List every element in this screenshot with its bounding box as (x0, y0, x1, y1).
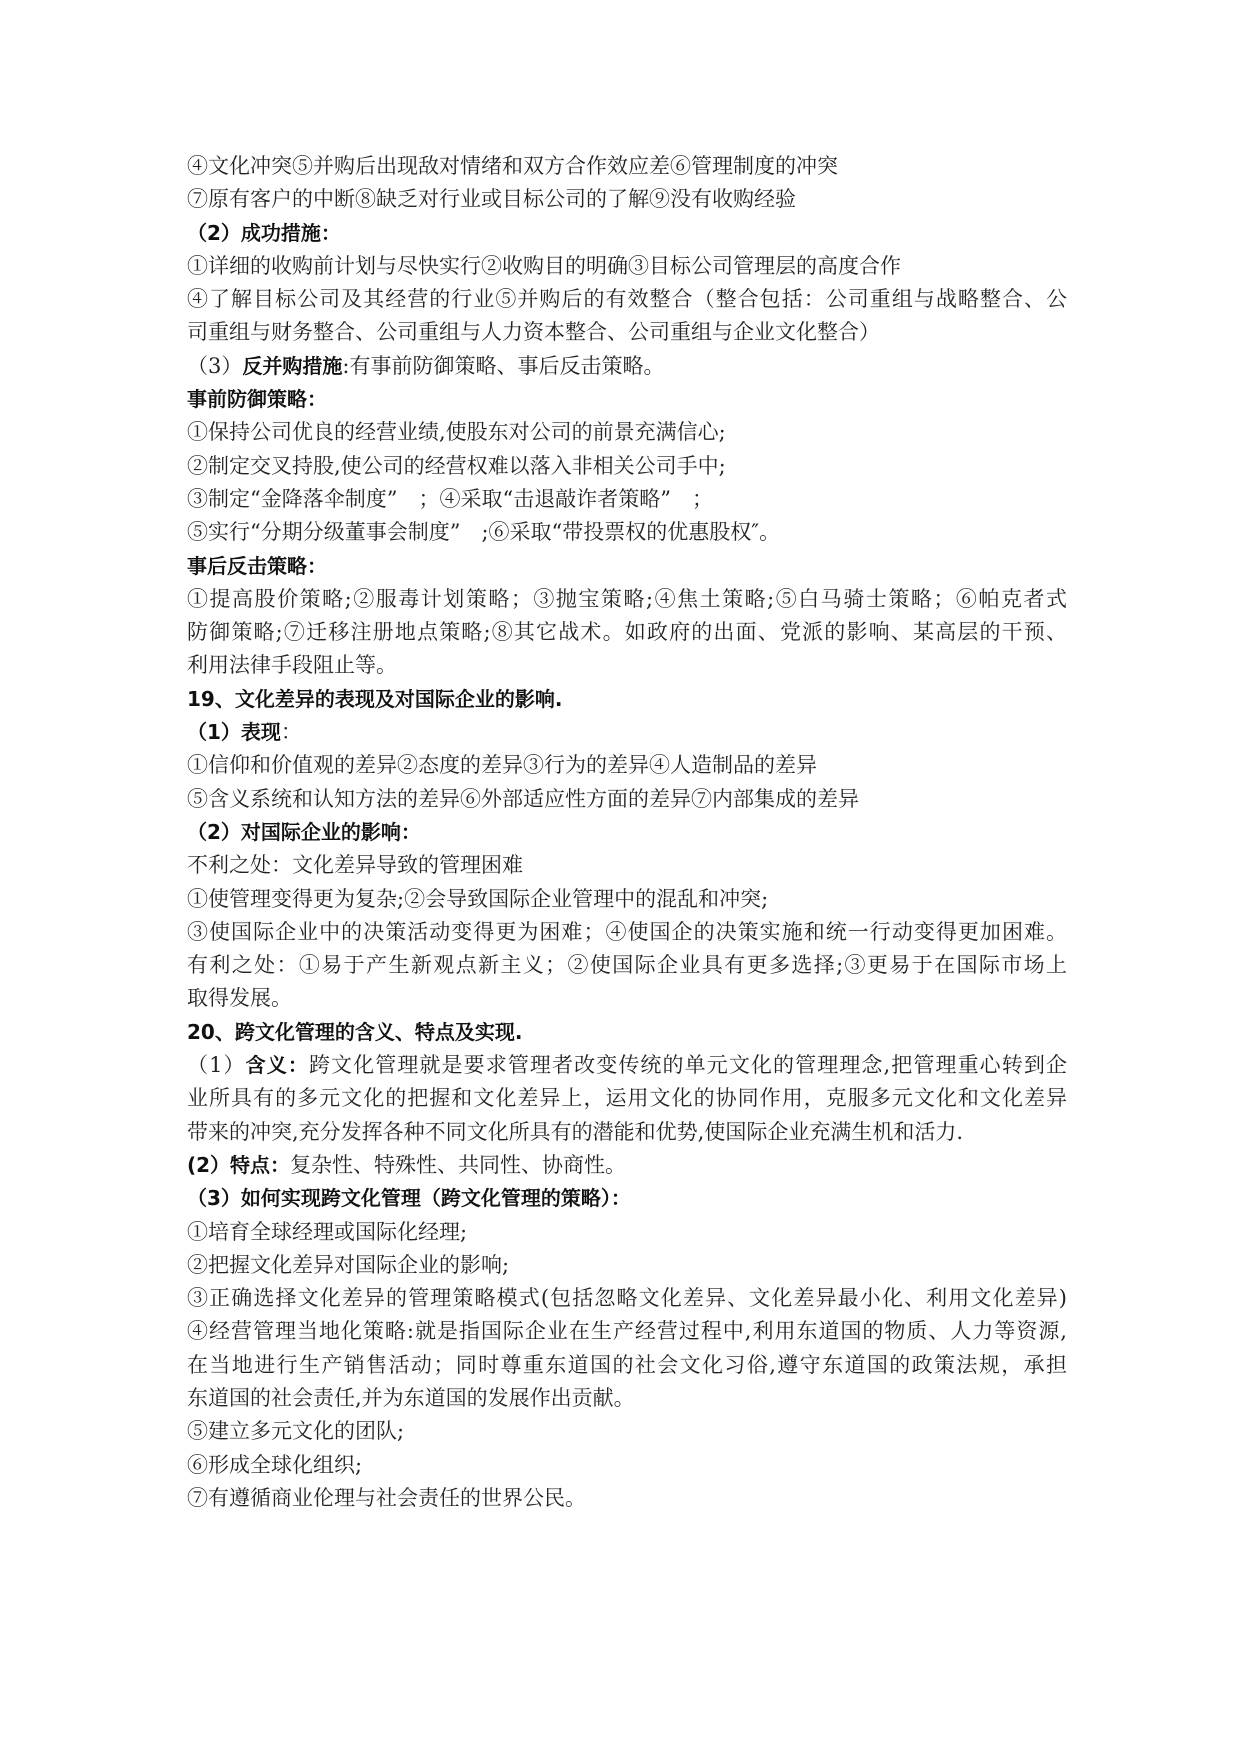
document-page (187, 150, 1067, 1515)
subsection-heading: 事后反击策略： (187, 553, 327, 578)
item-prefix: （1） (187, 1053, 246, 1078)
text-line: ⑤建立多元文化的团队; (187, 1419, 405, 1444)
item-prefix: （3） (187, 353, 243, 378)
text-line: ①提高股价策略;②服毒计划策略；③抛宝策略;④焦土策略;⑤白马骑士策略；⑥帕克者式 (187, 586, 1067, 611)
text-line: ④经营管理当地化策略:就是指国际企业在生产经营过程中,利用东道国的物质、人力等资源, (187, 1319, 1067, 1344)
subsection-heading: （3）如何实现跨文化管理（跨文化管理的策略）： (187, 1186, 631, 1211)
inline-heading: （1）表现 (187, 720, 281, 745)
text-line (187, 716, 1067, 749)
text-line: ⑥形成全球化组织; (187, 1452, 363, 1477)
text-line: 有利之处：①易于产生新观点新主义；②使国际企业具有更多选择;③更易于在国际市场上 (187, 953, 1067, 978)
text-line: ①培育全球经理或国际化经理; (187, 1219, 468, 1244)
text-line: 业所具有的多元文化的把握和文化差异上，运用文化的协同作用，克服多元文化和文化差异 (187, 1086, 1067, 1111)
text-line: ⑤含义系统和认知方法的差异⑥外部适应性方面的差异⑦内部集成的差异 (187, 786, 859, 811)
text-line: ③使国际企业中的决策活动变得更为困难；④使国企的决策实施和统一行动变得更加困难。 (187, 919, 1067, 944)
inline-heading: (2）特点： (187, 1152, 291, 1177)
text-line: ①使管理变得更为复杂;②会导致国际企业管理中的混乱和冲突; (187, 886, 769, 911)
subsection-heading: （2）成功措施： (187, 220, 341, 245)
text-run: :有事前防御策略、事后反击策略。 (342, 353, 665, 378)
text-line: ②把握文化差异对国际企业的影响; (187, 1252, 510, 1277)
inline-heading: 含义： (245, 1053, 309, 1078)
subsection-heading: 事前防御策略： (187, 387, 327, 412)
text-run: 复杂性、特殊性、共同性、协商性。 (290, 1152, 627, 1177)
text-line: ③制定“金降落伞制度” ；④采取“击退敲诈者策略” ； (187, 486, 713, 511)
section-heading: 20、跨文化管理的含义、特点及实现. (187, 1019, 523, 1044)
text-line: ⑦有遵循商业伦理与社会责任的世界公民。 (187, 1485, 586, 1510)
text-line: 取得发展。 (187, 986, 292, 1011)
text-line (187, 350, 1067, 383)
text-line: ①保持公司优良的经营业绩,使股东对公司的前景充满信心; (187, 420, 726, 445)
text-run: ： (280, 720, 302, 745)
text-line: 防御策略;⑦迁移注册地点策略;⑧其它战术。如政府的出面、党派的影响、某高层的干预、 (187, 620, 1067, 645)
text-line: 司重组与财务整合、公司重组与人力资本整合、公司重组与企业文化整合） (187, 320, 880, 345)
text-line (187, 1149, 1067, 1182)
text-line: ④文化冲突⑤并购后出现敌对情绪和双方合作效应差⑥管理制度的冲突 (187, 154, 838, 178)
subsection-heading: （2）对国际企业的影响： (187, 819, 421, 844)
text-line: ⑦原有客户的中断⑧缺乏对行业或目标公司的了解⑨没有收购经验 (187, 187, 796, 212)
text-line: ⑤实行“分期分级董事会制度” ;⑥采取“带投票权的优惠股权″。 (187, 520, 781, 545)
text-line: ①信仰和价值观的差异②态度的差异③行为的差异④人造制品的差异 (187, 753, 817, 778)
text-line (187, 1049, 1067, 1082)
text-line: 带来的冲突,充分发挥各种不同文化所具有的潜能和优势,使国际企业充满生机和活力. (187, 1119, 964, 1144)
text-line: 利用法律手段阻止等。 (187, 653, 397, 678)
text-line: 在当地进行生产销售活动；同时尊重东道国的社会文化习俗,遵守东道国的政策法规，承担 (187, 1352, 1067, 1377)
inline-heading: 反并购措施 (242, 353, 343, 378)
text-line: 东道国的社会责任,并为东道国的发展作出贡献。 (187, 1385, 635, 1410)
text-line: ②制定交叉持股,使公司的经营权难以落入非相关公司手中; (187, 453, 726, 478)
text-line: ③正确选择文化差异的管理策略模式(包括忽略文化差异、文化差异最小化、利用文化差异) (187, 1286, 1067, 1311)
text-line: ①详细的收购前计划与尽快实行②收购目的明确③目标公司管理层的高度合作 (187, 253, 901, 278)
text-run: 跨文化管理就是要求管理者改变传统的单元文化的管理理念,把管理重心转到企 (308, 1053, 1067, 1078)
text-line: ④了解目标公司及其经营的行业⑤并购后的有效整合（整合包括：公司重组与战略整合、公 (187, 287, 1067, 312)
text-line: 不利之处：文化差异导致的管理困难 (187, 853, 523, 878)
section-heading: 19、文化差异的表现及对国际企业的影响. (187, 686, 563, 711)
